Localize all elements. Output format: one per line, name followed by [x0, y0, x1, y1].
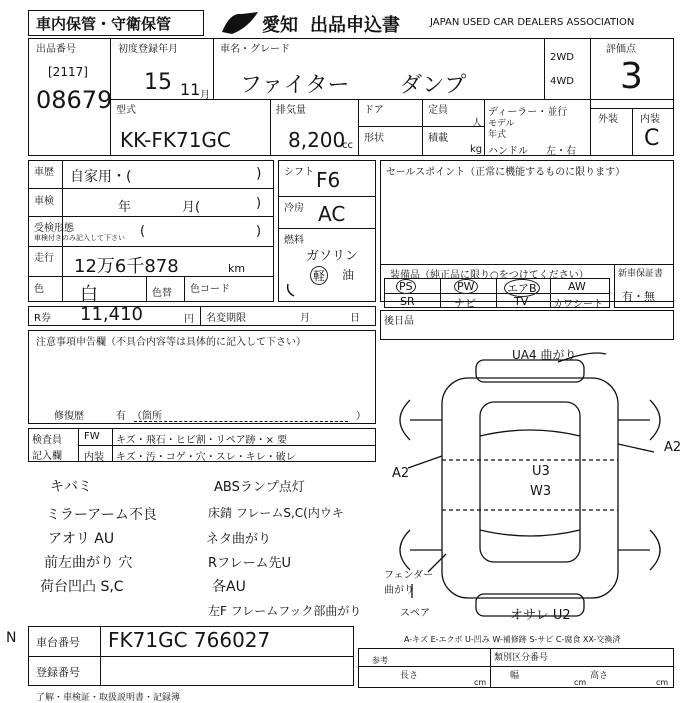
color-label: 色: [34, 284, 44, 295]
shift-value: F6: [316, 168, 341, 192]
footer-text: 了解・車検証・取扱説明書・記録簿: [36, 693, 181, 703]
registration-label: 登録番号: [36, 666, 80, 679]
inspection-month: 月(: [182, 200, 201, 215]
color-value: 白: [80, 284, 98, 305]
fuel-value3: 油: [342, 268, 355, 282]
handnote-left-4: 前左曲がり 穴: [44, 555, 133, 571]
size-unit-1: cm: [474, 678, 487, 687]
diagram-center-1: U3: [532, 464, 550, 479]
diagram-center-2: W3: [530, 484, 552, 499]
name-change-month: 月: [300, 313, 310, 324]
interior-value: C: [644, 126, 660, 151]
model-value: KK-FK71GC: [120, 128, 231, 152]
equip-pw: PW: [454, 279, 478, 294]
load-unit: kg: [470, 144, 483, 155]
size-class-label: 類別区分番号: [494, 653, 549, 663]
mileage-label: 走行: [34, 253, 54, 264]
fuel-check-mark: [284, 282, 304, 298]
recycle-unit: 円: [184, 314, 194, 325]
handnote-right-5: 各AU: [212, 579, 246, 595]
load-label: 積載: [428, 133, 448, 144]
equip-seat: カワシート: [553, 299, 603, 310]
exterior-label: 外装: [598, 114, 618, 125]
accept-open: (: [140, 224, 146, 239]
inspector-row2: キズ・汚・コゲ・穴・スレ・キレ・破レ: [116, 452, 296, 463]
car-grade-value: ダンプ: [400, 73, 467, 98]
history-close: ): [256, 166, 262, 182]
form-title: 出品申込書: [310, 15, 400, 36]
accept-label: 受検形態: [34, 223, 74, 234]
inspection-label: 車検: [34, 196, 54, 207]
capacity-unit: 人: [472, 118, 482, 129]
car-name-value: ファイター: [240, 73, 350, 98]
inspection-close: ): [256, 196, 262, 211]
steering-label: ハンドル: [488, 146, 528, 157]
drive-4wd: 4WD: [550, 76, 574, 87]
displacement-label: 排気量: [276, 105, 306, 116]
equip-aw: AW: [568, 280, 586, 293]
chassis-side-mark: N: [6, 630, 17, 646]
chassis-label: 車台番号: [36, 636, 80, 649]
inspector-row1-label: FW: [84, 431, 100, 442]
equip-airbag: エアB: [504, 279, 540, 297]
handnote-left-1: キバミ: [50, 479, 92, 495]
lot-number: 08679: [36, 86, 113, 114]
post-fit-block: [380, 310, 674, 340]
diagram-hood: [476, 360, 584, 382]
first-reg-month: 11: [180, 80, 201, 99]
warranty-value: 有・無: [622, 290, 655, 303]
name-change-label: 名変期限: [206, 313, 246, 324]
diagram-cab: [480, 402, 580, 562]
door-label: ドア: [364, 105, 384, 116]
repair-close: ）: [356, 411, 366, 422]
history-label: 車歴: [34, 167, 54, 178]
recycle-label: R券: [34, 313, 51, 324]
inspection-year: 年: [118, 200, 132, 215]
drive-2wd: 2WD: [550, 52, 574, 63]
logo-text: 愛知: [262, 15, 298, 36]
handnote-right-4: Rフレーム先U: [208, 556, 292, 571]
mileage-unit: km: [228, 262, 246, 275]
recycle-value: 11,410: [80, 304, 143, 325]
size-height: 高さ: [590, 671, 609, 681]
equip-ps: PS: [396, 279, 416, 294]
inspector-label2: 記入欄: [32, 451, 62, 462]
first-reg-year: 15: [144, 70, 172, 95]
handnote-right-3: ネタ曲がり: [206, 532, 272, 547]
size-width: 幅: [510, 671, 520, 681]
first-reg-label: 初度登録年月: [118, 44, 178, 55]
sales-point-label: セールスポイント（正常に機能するものに限ります）: [386, 167, 626, 178]
handnote-right-1: ABSランプ点灯: [214, 480, 305, 495]
shift-label: シフト: [284, 167, 314, 178]
logo-mark: [218, 8, 264, 36]
assoc-name: JAPAN USED CAR DEALERS ASSOCIATION: [430, 17, 635, 28]
repair-value: 有: [116, 411, 126, 422]
post-fit-label: 後日品: [384, 316, 414, 327]
handnote-right-2: 床錆 フレームS,C(内ウキ: [208, 506, 344, 520]
first-reg-month-unit: 月: [200, 90, 210, 101]
dealer-line2: モデル: [488, 119, 515, 129]
inspector-label1: 検査員: [32, 435, 62, 446]
accept-close: ): [256, 224, 262, 239]
displacement-value: 8,200: [288, 128, 346, 152]
model-label: 型式: [116, 105, 136, 116]
equipment-label: 装備品（純正品に限り○をつけてください）: [390, 270, 589, 281]
inspector-row2-label: 内装: [84, 452, 104, 463]
diagram-fender-note: フェンダー 曲がり: [384, 570, 434, 596]
grade-score-label: 評価点: [606, 44, 636, 55]
storage-label: 車内保管・守衛保管: [36, 15, 172, 33]
fuel-circled: 軽: [310, 266, 328, 285]
accept-note: 車検付きのみ記入して下さい: [34, 234, 125, 242]
color-code-label: 色コード: [190, 284, 230, 295]
interior-label: 内装: [640, 114, 660, 125]
size-ref-label: 参考: [372, 656, 388, 665]
diagram-bottom-note: オサレ U2: [510, 608, 571, 623]
size-unit-3: cm: [656, 678, 669, 687]
dealer-line3: 年式: [488, 130, 507, 140]
lot-label: 出品番号: [36, 44, 76, 55]
equip-tv: TV: [514, 295, 529, 308]
diagram-left-pointer: [408, 456, 442, 468]
chassis-value: FK71GC 766027: [108, 628, 271, 652]
diagram-right-mark: A2: [664, 440, 682, 455]
fuel-value1: ガソリン: [306, 249, 359, 264]
shape-label: 形状: [364, 133, 384, 144]
diagram-top-note: UA4 曲がり: [512, 348, 577, 362]
steering-opts: 左・右: [546, 146, 576, 157]
handnote-left-2: ミラーアーム不良: [46, 507, 157, 523]
grade-score-value: 3: [620, 56, 643, 97]
name-change-day: 日: [350, 313, 360, 324]
size-unit-2: cm: [574, 678, 587, 687]
color-swap-label: 色替: [152, 288, 172, 299]
car-name-label: 車名・グレード: [220, 44, 290, 55]
dealer-line1: ディーラー・並行: [488, 107, 568, 118]
notice-label: 注意事項申告欄（不具合内容等は具体的に記入して下さい）: [36, 337, 306, 348]
diagram-right-pointer: [618, 444, 654, 452]
ac-value: AC: [318, 202, 346, 226]
diagram-left-mark: A2: [392, 466, 410, 481]
handnote-left-5: 荷台凹凸 S,C: [40, 579, 124, 595]
capacity-label: 定員: [428, 105, 448, 116]
history-value: 自家用・(: [70, 169, 132, 185]
repair-label: 修復歴: [54, 411, 84, 422]
handnote-right-6: 左F フレームフック部曲がり: [208, 604, 362, 618]
damage-legend: A-キズ E-エクボ U-凹み W-補修跡 S-サビ C-腐食 XX-交換済: [404, 635, 621, 644]
equip-sr: SR: [400, 295, 415, 308]
displacement-unit: cc: [342, 140, 353, 151]
fuel-label: 燃料: [284, 235, 304, 246]
handnote-left-3: アオリ AU: [48, 531, 115, 547]
inspector-row1: キズ・飛石・ヒビ割・リペア跡・× 要: [116, 435, 288, 446]
size-length: 長さ: [400, 671, 419, 681]
diagram-spare-label: スペア: [400, 608, 430, 619]
repair-open: （箇所: [132, 411, 162, 422]
warranty-label: 新車保証書: [618, 269, 664, 279]
ac-label: 冷房: [284, 203, 304, 214]
equip-navi: ナビ: [454, 297, 476, 310]
lot-small-number: [2117]: [48, 65, 88, 79]
mileage-value: 12万6千878: [74, 256, 179, 277]
